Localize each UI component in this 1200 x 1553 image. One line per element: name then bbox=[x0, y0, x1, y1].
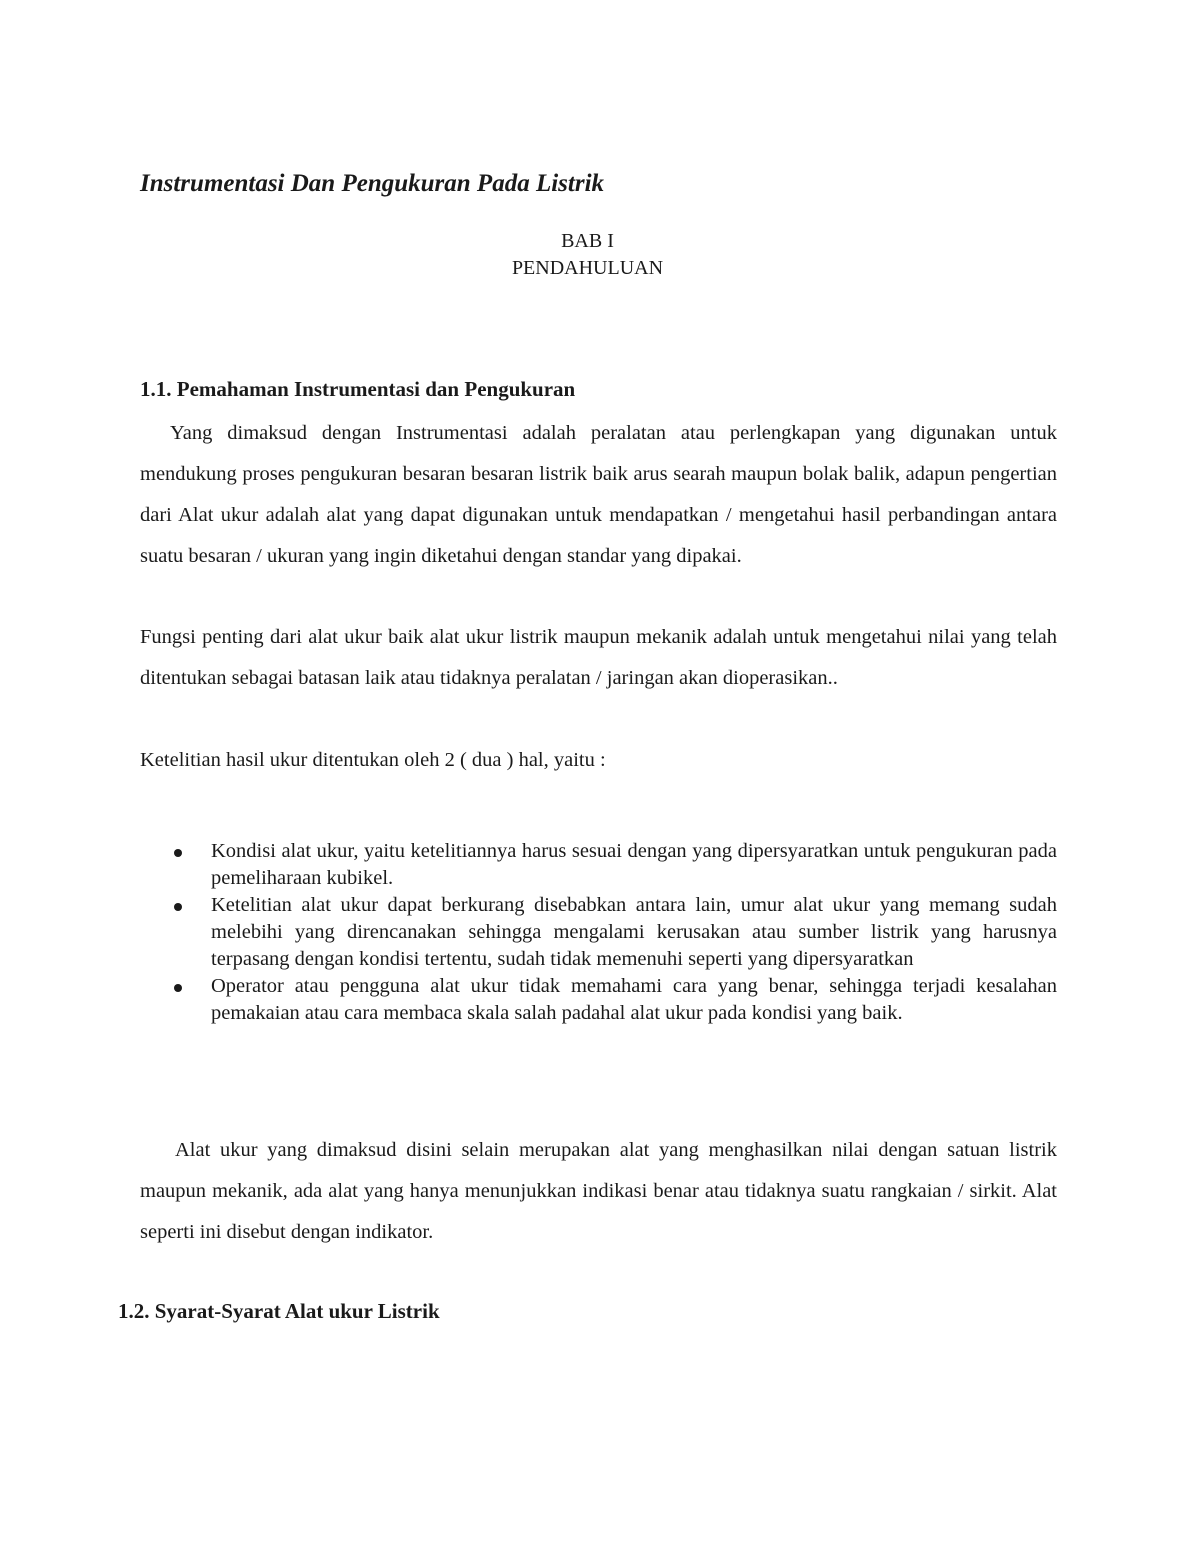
paragraph-accuracy-intro: Ketelitian hasil ukur ditentukan oleh 2 ( dua ) hal, yaitu : bbox=[140, 749, 606, 771]
bullet-dot-icon bbox=[174, 984, 182, 992]
list-item-text: Ketelitian alat ukur dapat berkurang disebabkan antara lain, umur alat ukur yang memang sudah melebihi yang direncanakan sehingga mengalami kerusakan atau sumber listrik yang harusnya terpasang dengan kondisi tertentu, sudah tidak memenuhi seperti yang dipersyaratkan bbox=[211, 894, 1057, 970]
list-item-text: Kondisi alat ukur, yaitu ketelitiannya harus sesuai dengan yang dipersyaratkan untuk pengukuran pada pemeliharaan kubikel. bbox=[211, 840, 1057, 889]
paragraph-instrumentation-definition: Yang dimaksud dengan Instrumentasi adalah peralatan atau perlengkapan yang digunakan untuk mendukung proses pengukuran besaran besaran listrik baik arus searah maupun bolak balik, adapun pengertian dari Alat ukur adalah alat yang dapat digunakan untuk mendapatkan / mengetahui hasil perbandingan antara suatu besaran / ukuran yang ingin diketahui dengan standar yang dipakai. bbox=[140, 422, 1057, 567]
paragraph-indicator: Alat ukur yang dimaksud disini selain merupakan alat yang menghasilkan nilai dengan satuan listrik maupun mekanik, ada alat yang hanya menunjukkan indikasi benar atau tidaknya suatu rangkaian / sirkit. Alat seperti ini disebut dengan indikator. bbox=[140, 1139, 1057, 1243]
section-heading-1-2: 1.2. Syarat-Syarat Alat ukur Listrik bbox=[118, 1299, 440, 1323]
list-item-text: Operator atau pengguna alat ukur tidak memahami cara yang benar, sehingga terjadi kesalahan pemakaian atau cara membaca skala salah padahal alat ukur pada kondisi yang baik. bbox=[211, 975, 1057, 1024]
document-title: Instrumentasi Dan Pengukuran Pada Listrik bbox=[140, 170, 605, 197]
bullet-dot-icon bbox=[174, 849, 182, 857]
bullet-dot-icon bbox=[174, 903, 182, 911]
section-heading-1-1: 1.1. Pemahaman Instrumentasi dan Pengukuran bbox=[140, 377, 576, 401]
list-item bbox=[211, 892, 1057, 973]
paragraph-measuring-function: Fungsi penting dari alat ukur baik alat ukur listrik maupun mekanik adalah untuk mengetahui nilai yang telah ditentukan sebagai batasan laik atau tidaknya peralatan / jaringan akan dioperasikan.. bbox=[140, 626, 1057, 689]
chapter-number: BAB I bbox=[561, 230, 614, 252]
list-item bbox=[211, 838, 1057, 892]
chapter-title: PENDAHULUAN bbox=[511, 257, 664, 279]
accuracy-factors-list bbox=[0, 838, 1200, 1027]
list-item bbox=[211, 973, 1057, 1027]
